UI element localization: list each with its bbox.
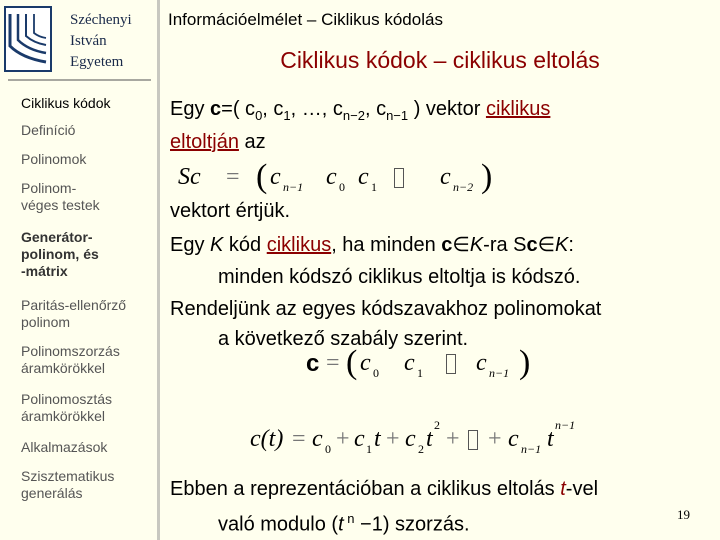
formula-sub: 0 xyxy=(373,366,379,380)
formula-sub: n−1 xyxy=(521,442,542,456)
formula-c: c xyxy=(312,426,323,452)
formula-t: t xyxy=(426,426,433,452)
formula-plus: + xyxy=(336,426,350,452)
formula-vector xyxy=(306,346,536,382)
vector-c: c xyxy=(210,98,222,120)
text: Egy xyxy=(170,98,211,120)
text: , c xyxy=(364,98,387,120)
sidebar-item-generator-polinom[interactable]: Generátor- polinom, és -mátrix xyxy=(21,229,99,279)
formula-sub: 0 xyxy=(325,442,331,456)
paren-right: ) xyxy=(481,158,493,195)
university-name-line3: Egyetem xyxy=(70,54,124,70)
university-name-line2: István xyxy=(70,33,107,49)
formula-sup: 2 xyxy=(434,418,440,432)
vector-c: c xyxy=(526,234,538,256)
paragraph-cyclic-code-line2: minden kódszó ciklikus eltoltja is kódszó. xyxy=(218,266,581,288)
text: való modulo ( xyxy=(218,513,339,536)
variable-t: t xyxy=(560,478,566,500)
university-name-line1: Széchenyi xyxy=(70,12,132,28)
formula-shift xyxy=(178,160,498,196)
subscript: n−2 xyxy=(342,108,365,123)
university-name xyxy=(70,10,132,73)
text: : xyxy=(568,234,574,256)
formula-c: c xyxy=(358,164,369,190)
formula-c: c xyxy=(354,426,365,452)
text: -ra S xyxy=(483,234,527,256)
text: Egy xyxy=(170,234,211,256)
formula-c: c xyxy=(270,164,281,190)
formula-sub: n−1 xyxy=(489,366,510,380)
code-K: K xyxy=(469,234,484,256)
formula-eq: = xyxy=(326,350,340,376)
subscript: n−1 xyxy=(386,108,409,123)
paragraph-polynomial-line1: Rendeljünk az egyes kódszavakhoz polinomokat xyxy=(170,298,602,320)
link-eltoltjan[interactable]: eltoltján xyxy=(170,131,239,153)
formula-sub: 1 xyxy=(366,442,372,456)
page-number: 19 xyxy=(677,507,690,522)
formula-sub: 0 xyxy=(339,180,345,194)
missing-glyph-box xyxy=(468,430,478,450)
paren-right: ) xyxy=(519,344,531,381)
formula-lhs: c xyxy=(306,350,320,377)
text: −1) szorzás. xyxy=(354,513,470,536)
sidebar-item-paritas-ellenorzo[interactable]: Paritás-ellenőrző polinom xyxy=(21,297,127,330)
element-of: ∈ xyxy=(537,234,556,256)
subscript: 0 xyxy=(255,108,263,123)
text: , ha minden xyxy=(331,234,442,256)
text: ) vektor xyxy=(408,98,486,120)
paren-left: ( xyxy=(256,158,268,195)
sidebar-item-polinomok[interactable]: Polinomok xyxy=(21,151,87,167)
formula-c: c xyxy=(440,164,451,190)
formula-plus: + xyxy=(488,426,502,452)
missing-glyph-box xyxy=(446,354,456,374)
formula-c: c xyxy=(326,164,337,190)
formula-sub: n−1 xyxy=(283,180,304,194)
sidebar-item-szisztematikus-generalas[interactable]: Szisztematikus generálás xyxy=(21,468,115,501)
missing-glyph-box xyxy=(394,168,404,188)
course-title: Információelmélet – Ciklikus kódolás xyxy=(168,10,443,29)
formula-c: c xyxy=(360,350,371,376)
slide-title: Ciklikus kódok – ciklikus eltolás xyxy=(280,47,600,73)
formula-t: t xyxy=(547,426,554,452)
sidebar-divider xyxy=(157,0,160,540)
formula-c: c xyxy=(508,426,519,452)
sidebar-item-polinomosztas[interactable]: Polinomosztás áramkörökkel xyxy=(21,391,113,424)
paragraph-definition-line1 xyxy=(170,97,550,128)
subscript: 1 xyxy=(283,108,291,123)
sidebar-item-ciklikus-kodok[interactable]: Ciklikus kódok xyxy=(21,95,111,111)
variable-t: t xyxy=(338,513,344,536)
formula-eq: = xyxy=(226,164,240,190)
formula-lhs: c(t) xyxy=(250,426,284,452)
vector-c: c xyxy=(441,234,453,256)
formula-sub: 1 xyxy=(417,366,423,380)
formula-sup: n−1 xyxy=(555,418,576,432)
formula-c: c xyxy=(404,350,415,376)
text: , c xyxy=(262,98,284,120)
text: Ebben a reprezentációban a ciklikus eltolás xyxy=(170,478,561,500)
formula-plus: + xyxy=(446,426,460,452)
sidebar-item-polinom-veges-testek[interactable]: Polinom- véges testek xyxy=(21,180,100,213)
code-K: K xyxy=(210,234,224,256)
logo-divider xyxy=(8,79,151,81)
paren-left: ( xyxy=(346,344,358,381)
paragraph-polynomial-line2: a következő szabály szerint. xyxy=(218,328,469,350)
text: az xyxy=(238,131,266,153)
paragraph-representation-line2 xyxy=(218,507,470,537)
link-ciklikus-2[interactable]: ciklikus xyxy=(266,234,332,256)
code-K: K xyxy=(555,234,569,256)
formula-plus: + xyxy=(386,426,400,452)
sidebar-item-polinomszorzas[interactable]: Polinomszorzás áramkörökkel xyxy=(21,343,120,376)
formula-c: c xyxy=(476,350,487,376)
sidebar-item-definicio[interactable]: Definíció xyxy=(21,122,76,138)
formula-lhs: Sc xyxy=(178,164,201,190)
paragraph-cyclic-code-line1 xyxy=(170,233,574,257)
paragraph-vektort: vektort értjük. xyxy=(170,200,291,222)
text: -vel xyxy=(565,478,599,500)
element-of: ∈ xyxy=(452,234,470,256)
formula-c: c xyxy=(405,426,416,452)
university-logo xyxy=(4,6,52,72)
formula-t: t xyxy=(374,426,381,452)
link-ciklikus[interactable]: ciklikus xyxy=(485,98,551,120)
formula-sub: 1 xyxy=(371,180,377,194)
paragraph-representation-line1 xyxy=(170,477,598,501)
formula-sub: 2 xyxy=(418,442,424,456)
sidebar-item-alkalmazasok[interactable]: Alkalmazások xyxy=(21,439,108,455)
paragraph-definition-line2 xyxy=(170,130,266,154)
formula-polynomial xyxy=(250,420,580,460)
text: kód xyxy=(223,234,267,256)
formula-eq: = xyxy=(292,426,306,452)
text: =( c xyxy=(221,98,256,120)
superscript: n xyxy=(343,511,355,526)
formula-sub: n−2 xyxy=(453,180,474,194)
text: , …, c xyxy=(290,98,343,120)
